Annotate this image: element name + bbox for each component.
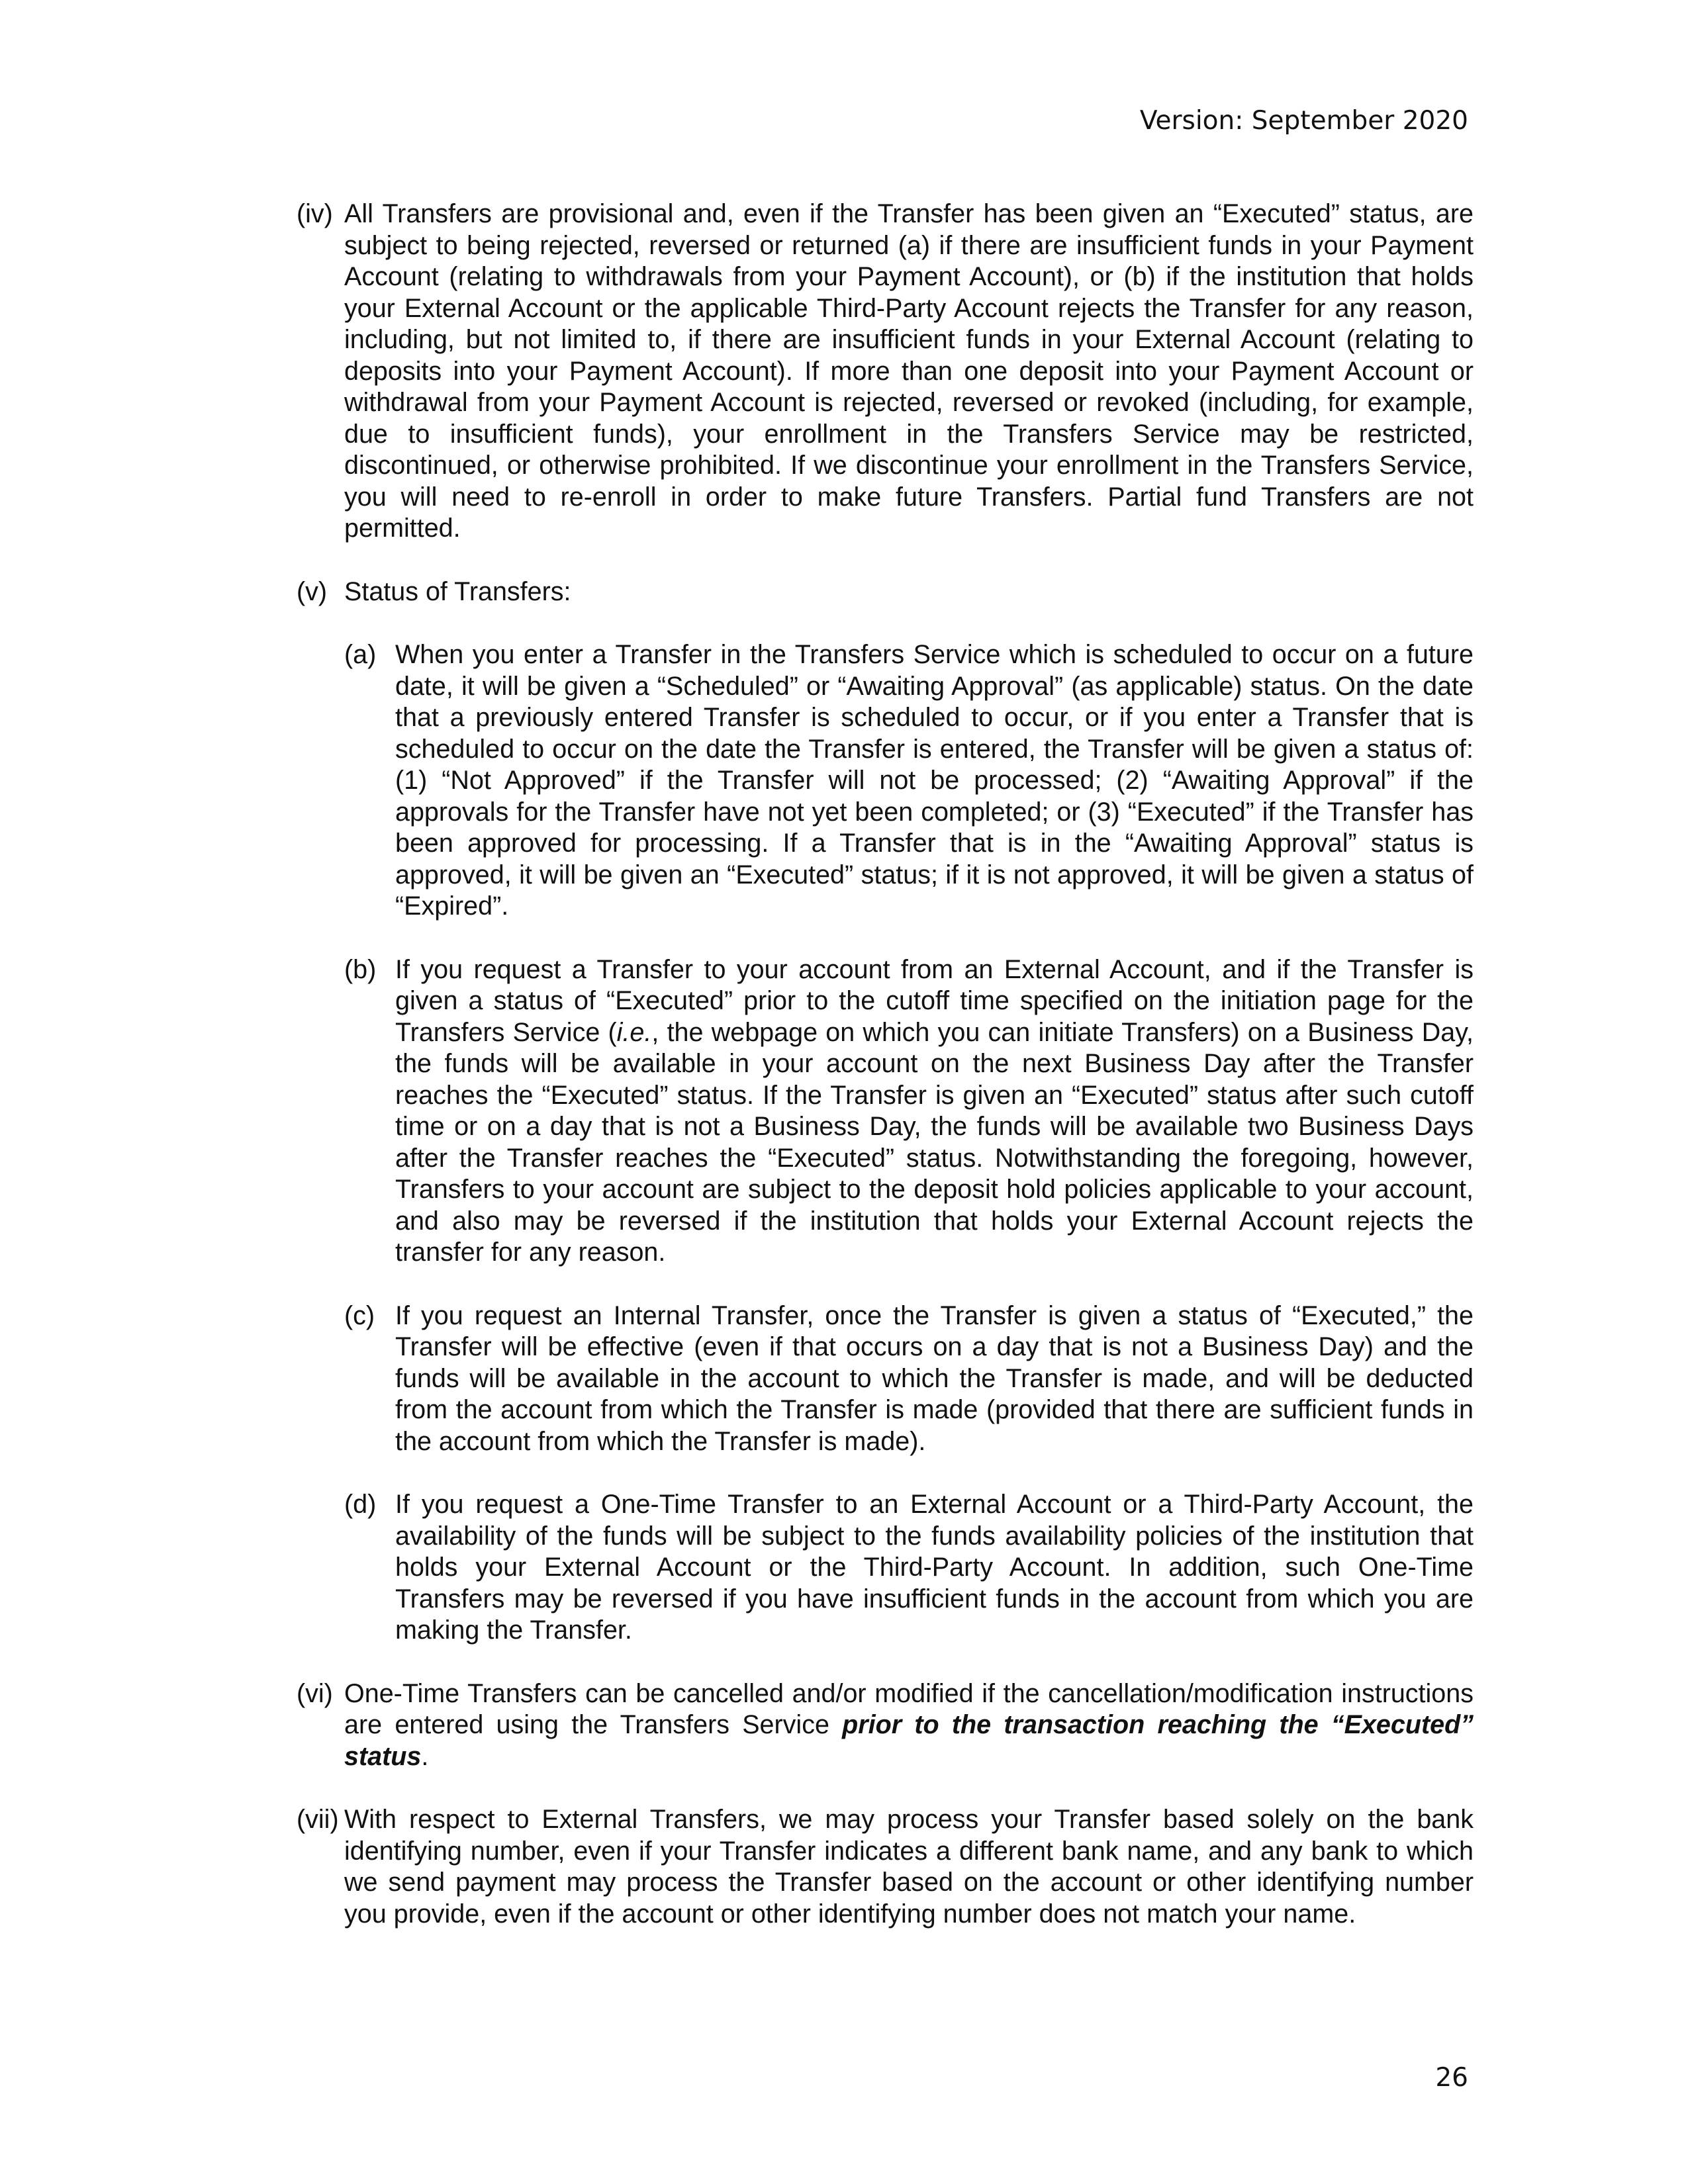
version-label: Version: September 2020 — [1139, 106, 1468, 136]
item-text: All Transfers are provisional and, even if the Transfer has been given an “Executed” status, are subject to being rejected, reversed or returned (a) if there are insufficient funds in your Payment Account (relating to withdrawals from your Payment Account), or (b) if the institution that holds your External Account or the applicable Third-Party Account rejects the Transfer for any reason, including, but not limited to, if there are insufficient funds in your External Account (relating to deposits into your Payment Account). If more than one deposit into your Payment Account or withdrawal from your Payment Account is rejected, reversed or revoked (including, for example, due to insufficient funds), your enrollment in the Transfers Service may be restricted, discontinued, or otherwise prohibited. If we discontinue your enrollment in the Transfers Service, you will need to re-enroll in order to make future Transfers. Partial fund Transfers are not permitted. — [344, 199, 1474, 543]
item-marker: (vi) — [297, 1678, 333, 1708]
subitem-marker: (a) — [344, 640, 377, 669]
subitem-marker: (d) — [344, 1490, 377, 1519]
section-iv — [297, 199, 1474, 545]
subitem-text: When you enter a Transfer in the Transfers Service which is scheduled to occur on a future date, it will be given a “Scheduled” or “Awaiting Approval” (as applicable) status. On the date that a previously entered Transfer is scheduled to occur, or if you enter a Transfer that is scheduled to occur on the date the Transfer is entered, the Transfer will be given a status of: (1) “Not Approved” if the Transfer will not be processed; (2) “Awaiting Approval” if the approvals for the Transfer have not yet been completed; or (3) “Executed” if the Transfer has been approved for processing. If a Transfer that is in the “Awaiting Approval” status is approved, it will be given an “Executed” status; if it is not approved, it will be given a status of “Expired”. — [395, 640, 1474, 921]
item-text: With respect to External Transfers, we may process your Transfer based solely on the bank identifying number, even if your Transfer indicates a different bank name, and any bank to which we send payment may process the Transfer based on the account or other identifying number you provide, even if the account or other identifying number does not match your name. — [344, 1805, 1474, 1929]
subitem-text: If you request an Internal Transfer, once the Transfer is given a status of “Executed,” the Transfer will be effective (even if that occurs on a day that is not a Business Day) and the funds will be available in the account to which the Transfer is made, and will be deducted from the account from which the Transfer is made (provided that there are sufficient funds in the account from which the Transfer is made). — [395, 1300, 1474, 1456]
subsection-b — [344, 954, 1474, 1269]
item-marker: (v) — [297, 576, 328, 606]
subitem-text-part: , the webpage on which you can initiate Transfers) on a Business Day, the funds will be available in your account on the next Business Day after the Transfer reaches the “Executed” status. If the Transfer is given an “Executed” status after such cutoff time or on a day that is not a Business Day, the funds will be available two Business Days after the Transfer reaches the “Executed” status. Notwithstanding the foregoing, however, Transfers to your account are subject to the deposit hold policies applicable to your account, and also may be reversed if the institution that holds your External Account rejects the transfer for any reason. — [395, 1017, 1474, 1267]
item-text-emphasis: prior to the transaction reaching the “Executed” status — [344, 1710, 1474, 1771]
item-marker: (vii) — [297, 1805, 339, 1834]
section-vii — [297, 1804, 1474, 1930]
subsection-a — [344, 639, 1474, 923]
subitem-text — [395, 955, 1474, 1267]
item-text — [344, 1679, 1474, 1771]
subitem-text-italic: i.e. — [616, 1017, 652, 1047]
section-vi — [297, 1678, 1474, 1773]
document-body — [297, 199, 1474, 1930]
subitem-text-part: If you request a Transfer to your account from an External Account, and if the Transfer is given a status of “Executed” prior to the cutoff time specified on the initiation page for the Transfers Service ( — [395, 954, 1474, 1047]
subitem-marker: (b) — [344, 954, 377, 984]
page-number: 26 — [1435, 2063, 1468, 2093]
subitem-marker: (c) — [344, 1300, 375, 1330]
item-text: Status of Transfers: — [344, 576, 571, 606]
subsection-c — [344, 1300, 1474, 1458]
subsection-d — [344, 1489, 1474, 1647]
section-v — [297, 576, 1474, 608]
item-text-part: One-Time Transfers can be cancelled and/or modified if the cancellation/modification instructions are entered using the Transfers Service — [344, 1678, 1474, 1739]
subitem-text: If you request a One-Time Transfer to an External Account or a Third-Party Account, the availability of the funds will be subject to the funds availability policies of the institution that holds your External Account or the Third-Party Account. In addition, such One-Time Transfers may be reversed if you have insufficient funds in the account from which you are making the Transfer. — [395, 1490, 1474, 1645]
item-marker: (iv) — [297, 199, 333, 228]
item-text-part: . — [421, 1741, 429, 1771]
